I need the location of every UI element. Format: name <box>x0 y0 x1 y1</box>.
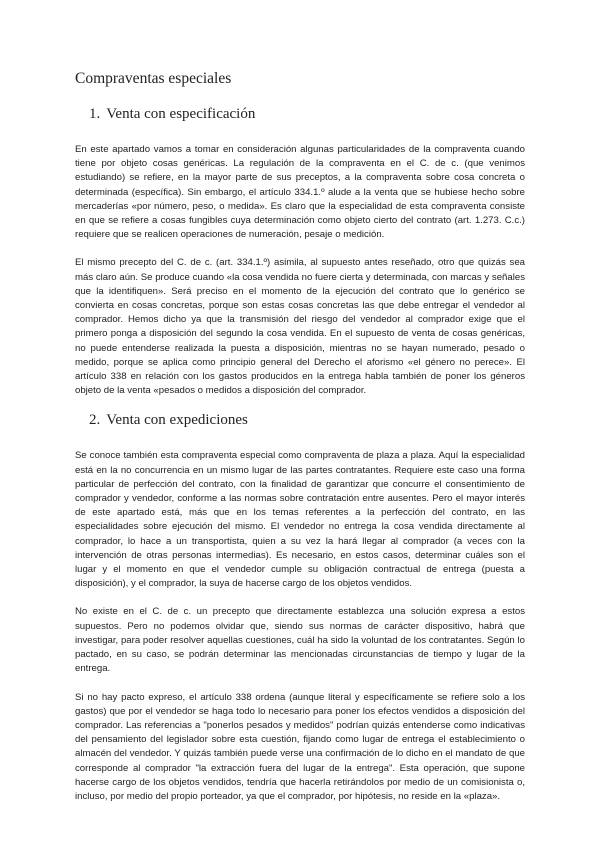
section-heading-text: Venta con expediciones <box>106 412 248 429</box>
paragraph: Si no hay pacto expreso, el artículo 338 ordena (aunque literal y específicamente se refiere solo a los gastos) que por el vendedor se haga todo lo necesario para poner los efectos vendidos a disposición del comprador. Las referencias a "ponerlos pesados y medidos" podrían quizás entenderse como indicativas del pensamiento del legislador sobre esta cuestión, fijando como lugar de entrega el establecimiento o almacén del vendedor. Y quizás también puede verse una confirmación de lo dicho en el mandato de que corresponde al comprador "la extracción fuera del lugar de la entrega". Esta operación, que supone hacerse cargo de los objetos vendidos, tendría que hacerla retirándolos por medio de un comisionista o, incluso, por medio del propio porteador, ya que el comprador, por hipótesis, no reside en la «plaza». <box>75 691 525 802</box>
section-heading <box>89 106 525 123</box>
paragraph: Se conoce también esta compraventa especial como compraventa de plaza a plaza. Aquí la especialidad está en la no concurrencia en un mismo lugar de las partes contratantes. Requiere este caso una forma particular de perfección del contrato, con la finalidad de garantizar que concurre el consentimiento de comprador y vendedor, conforme a las normas sobre contratación entre ausentes. Pero el mayor interés de este apartado está, más que en los temas referentes a la perfección del contrato, en las especialidades sobre ejecución del mismo. El vendedor no entrega la cosa vendida directamente al comprador, lo hace a un transportista, quien a su vez la hará llegar al comprador (a veces con la intervención de otras personas intermedias). Es necesario, en estos casos, determinar cuáles son el lugar y el momento en que el vendedor cumple su obligación contractual de entrega (puesta a disposición), y el comprador, la suya de hacerse cargo de los objetos vendidos. <box>75 450 525 590</box>
document-title: Compraventas especiales <box>75 70 232 87</box>
paragraph: No existe en el C. de c. un precepto que directamente establezca una solución expresa a estos supuestos. Pero no podemos olvidar que, siendo sus normas de carácter dispositivo, habrá que investigar, para poder resolver aquellas cuestiones, cuál ha sido la voluntad de los contratantes. Según lo pactado, en su caso, se podrán determinar las mencionadas circunstancias de tiempo y lugar de la entrega. <box>75 606 525 675</box>
section-venta-con-especificacion <box>75 106 525 398</box>
paragraph: El mismo precepto del C. de c. (art. 334.1.º) asimila, al supuesto antes reseñado, otro que quizás sea más claro aún. Se produce cuando «la cosa vendida no fuere cierta y determinada, con marcas y señales que la identifiquen». Será preciso en el momento de la ejecución del contrato que lo genérico se convierta en cosas concretas, porque son estas cosas concretas las que debe entregar el vendedor al comprador. Hemos dicho ya que la transmisión del riesgo del vendedor al comprador exige que el primero ponga a disposición del segundo la cosa vendida. En el supuesto de venta de cosas genéricas, no puede entenderse realizada la puesta a disposición, mientras no se hayan numerado, pesado o medido, porque se aplica como principio general del Derecho el aforismo «el género no perece». El artículo 338 en relación con los gastos producidos en la entrega habla también de poner los géneros objeto de la venta «pesados o medidos a disposición del comprador. <box>75 257 525 397</box>
section-venta-con-expediciones <box>75 412 525 804</box>
section-number: 1. <box>89 106 101 122</box>
section-heading <box>89 412 525 429</box>
section-heading-text: Venta con especificación <box>106 106 256 122</box>
paragraph: En este apartado vamos a tomar en consideración algunas particularidades de la compraventa cuando tiene por objeto cosas genéricas. La regulación de la compraventa en el C. de c. (que venimos estudiando) se refiere, en la mayor parte de sus preceptos, a la compraventa sobre cosa concreta o determinada (específica). Sin embargo, el artículo 334.1.º alude a la venta que se hubiese hecho sobre mercaderías «por número, peso, o medida». Es claro que la especialidad de esta compraventa consiste en que se refiere a cosas fungibles cuya determinación como objeto cierto del contrato (art. 1.273. C.c.) requiere que se realicen operaciones de numeración, pesaje o medición. <box>75 144 525 241</box>
section-number: 2. <box>89 412 101 429</box>
